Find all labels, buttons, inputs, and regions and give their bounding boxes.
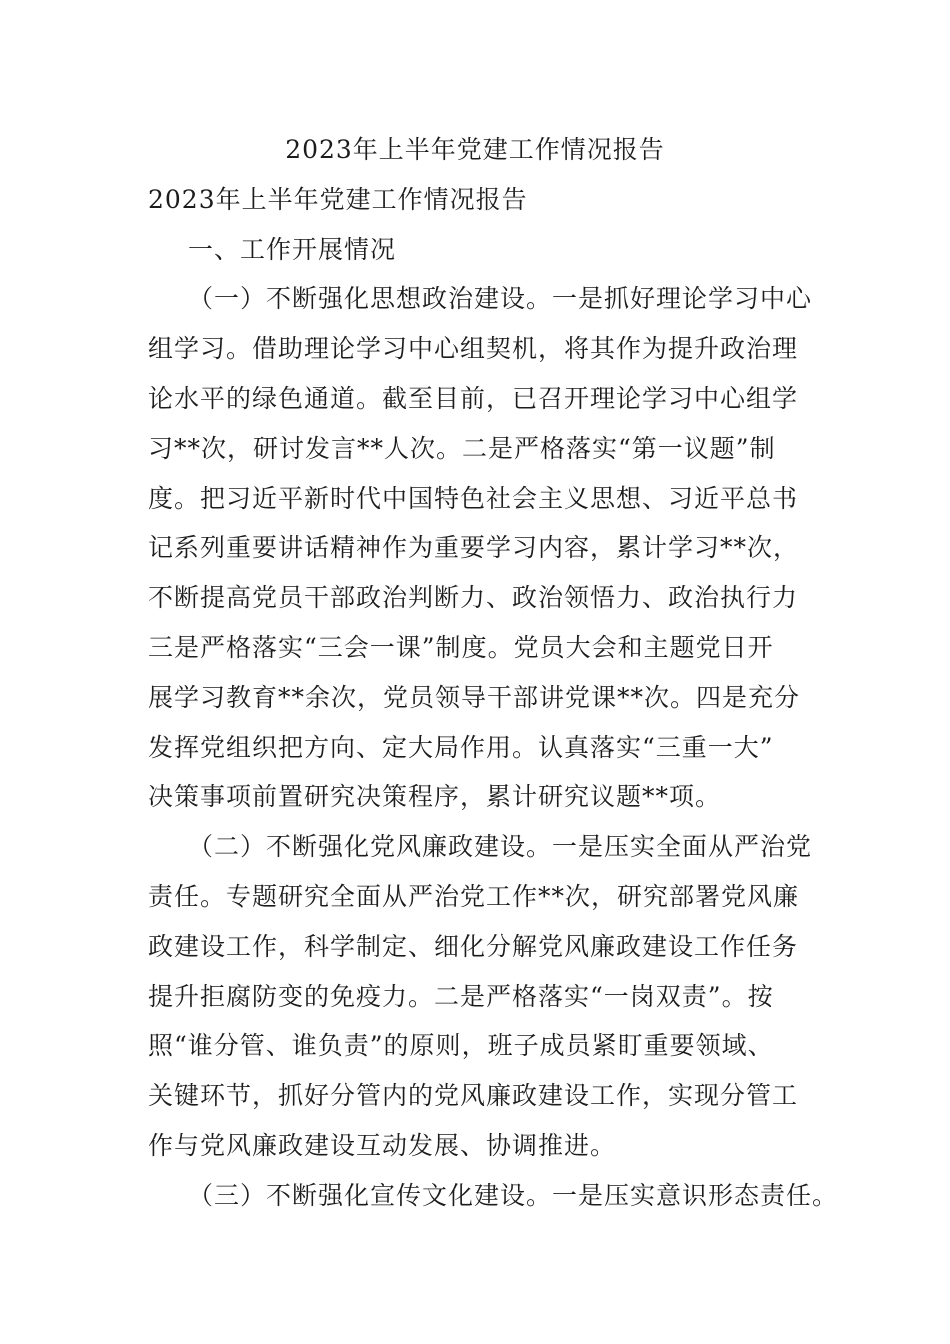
text-line: 不断提高党员干部政治判断力、政治领悟力、政治执行力 (148, 583, 799, 613)
text-line: 政建设工作，科学制定、细化分解党风廉政建设工作任务 (148, 931, 799, 961)
section-heading: 一、工作开展情况 (188, 234, 397, 264)
text-line: 度。把习近平新时代中国特色社会主义思想、习近平总书 (148, 483, 799, 513)
text-line: 提升拒腐防变的免疫力。二是严格落实“一岗双责”。按 (148, 981, 774, 1011)
text-line: 照“谁分管、谁负责”的原则，班子成员紧盯重要领域、 (148, 1031, 774, 1061)
title-spacer (148, 125, 848, 175)
text-line: （三）不断强化宣传文化建设。一是压实意识形态责任。 (188, 1180, 839, 1210)
text-line: 关键环节，抓好分管内的党风廉政建设工作，实现分管工 (148, 1081, 799, 1111)
text-line: 责任。专题研究全面从严治党工作**次，研究部署党风廉 (148, 881, 800, 911)
text-line: 论水平的绿色通道。截至目前，已召开理论学习中心组学 (148, 383, 799, 413)
paragraph-1 (148, 274, 848, 822)
paragraph-3 (148, 1171, 848, 1221)
text-line: 三是严格落实“三会一课”制度。党员大会和主题党日开 (148, 632, 774, 662)
text-line: （一）不断强化思想政治建设。一是抓好理论学习中心 (188, 284, 813, 314)
document-title: 2023年上半年党建工作情况报告 (285, 135, 665, 164)
document-body (148, 125, 848, 1221)
document-subtitle: 2023年上半年党建工作情况报告 (148, 184, 528, 214)
text-line: 作与党风廉政建设互动发展、协调推进。 (148, 1130, 617, 1160)
text-line: 记系列重要讲话精神作为重要学习内容，累计学习**次， (148, 533, 800, 563)
text-line: （二）不断强化党风廉政建设。一是压实全面从严治党 (188, 832, 813, 862)
text-line: 习**次，研讨发言**人次。二是严格落实“第一议题”制 (148, 433, 776, 463)
text-line: 展学习教育**余次，党员领导干部讲党课**次。四是充分 (148, 682, 801, 712)
text-line: 组学习。借助理论学习中心组契机，将其作为提升政治理 (148, 334, 799, 364)
paragraph-2 (148, 822, 848, 1171)
text-line: 决策事项前置研究决策程序，累计研究议题**项。 (148, 782, 722, 812)
text-line: 发挥党组织把方向、定大局作用。认真落实“三重一大” (148, 732, 774, 762)
